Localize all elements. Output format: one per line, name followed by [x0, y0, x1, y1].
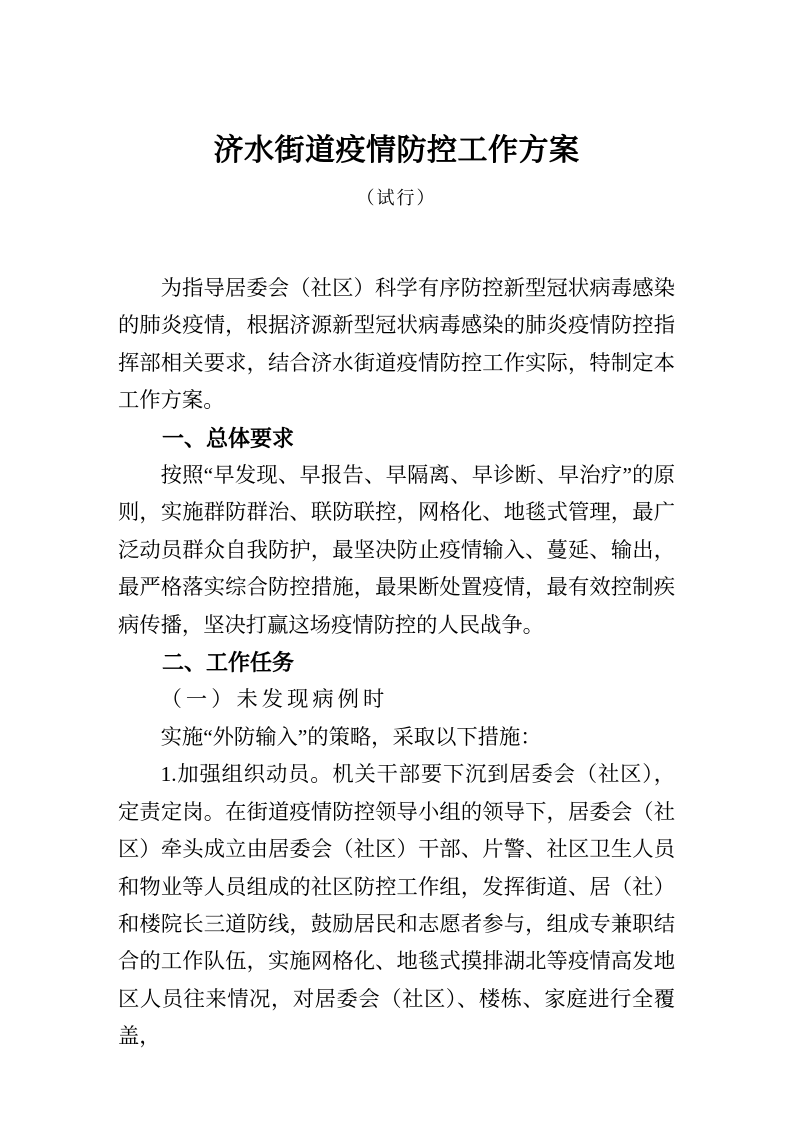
subheading-no-cases-found: （一）未发现病例时 — [160, 687, 389, 712]
heading-work-tasks: 二、工作任务 — [162, 650, 295, 676]
document-body — [118, 270, 675, 1056]
strategy-paragraph: 实施“外防输入”的策略，采取以下措施： — [160, 724, 542, 749]
document-subtitle: （试行） — [356, 188, 437, 208]
heading-overall-requirements: 一、总体要求 — [162, 425, 295, 451]
intro-paragraph: 为指导居委会（社区）科学有序防控新型冠状病毒感染的肺炎疫情，根据济源新型冠状病毒感染的肺炎疫情防控指挥部相关要求，结合济水街道疫情防控工作实际，特制定本工作方案。 — [118, 276, 675, 413]
document-title: 济水街道疫情防控工作方案 — [213, 134, 580, 167]
overall-requirements-paragraph: 按照“早发现、早报告、早隔离、早诊断、早治疗”的原则，实施群防群治、联防联控，网格化、地毯式管理，最广泛动员群众自我防护，最坚决防止疫情输入、蔓延、输出，最严格落实综合防控措施，最果断处置疫情，最有效控制疾病传播，坚决打赢这场疫情防控的人民战争。 — [118, 463, 675, 637]
measure-1-paragraph: 1.加强组织动员。机关干部要下沉到居委会（社区），定责定岗。在街道疫情防控领导小组的领导下，居委会（社区）牵头成立由居委会（社区）干部、片警、社区卫生人员和物业等人员组成的社区防控工作组，发挥街道、居（社）和楼院长三道防线，鼓励居民和志愿者参与，组成专兼职结合的工作队伍，实施网格化、地毯式摸排湖北等疫情高发地区人员往来情况，对居委会（社区）、楼栋、家庭进行全覆盖， — [118, 762, 675, 1049]
